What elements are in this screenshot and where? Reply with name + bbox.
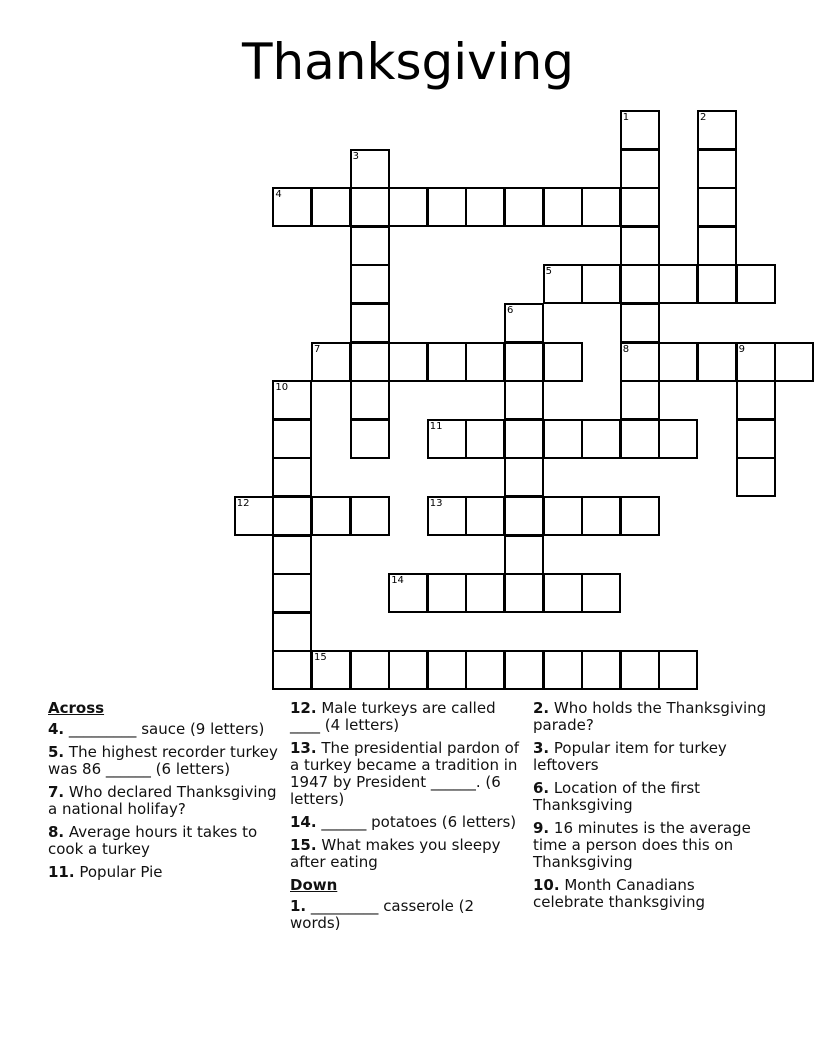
grid-cell[interactable] <box>504 650 544 690</box>
grid-cell[interactable] <box>350 380 390 420</box>
clue-number-13: 13 <box>429 498 443 509</box>
grid-cell[interactable] <box>620 496 660 536</box>
clue-number-7: 7 <box>314 343 321 355</box>
grid-cell[interactable] <box>504 457 544 497</box>
grid-cell[interactable] <box>658 264 698 304</box>
clue-across-15: 15. What makes you sleepy after eating <box>290 836 501 871</box>
grid-cell[interactable] <box>658 342 698 382</box>
grid-cell[interactable] <box>658 419 698 459</box>
grid-cell[interactable] <box>272 535 312 575</box>
clue-column-2 <box>290 700 525 938</box>
grid-cell[interactable] <box>736 380 776 420</box>
grid-cell[interactable] <box>350 187 390 227</box>
grid-cell[interactable] <box>427 342 467 382</box>
grid-cell[interactable] <box>465 187 505 227</box>
grid-cell[interactable] <box>620 264 660 304</box>
clue-column-1 <box>48 700 283 887</box>
clue-down-6: 6. Location of the first Thanksgiving <box>533 779 701 814</box>
clue-across-5: 5. The highest recorder turkey was 86 ______ (6 letters) <box>48 743 278 778</box>
grid-cell[interactable] <box>465 342 505 382</box>
grid-cell[interactable] <box>774 342 814 382</box>
clue-down-3: 3. Popular item for turkey leftovers <box>533 739 727 774</box>
clue-column-3 <box>533 700 768 917</box>
grid-cell[interactable] <box>581 650 621 690</box>
grid-cell[interactable] <box>620 303 660 343</box>
down-header: Down <box>290 876 338 894</box>
grid-cell[interactable] <box>504 496 544 536</box>
grid-cell[interactable] <box>736 419 776 459</box>
grid-cell[interactable] <box>272 457 312 497</box>
grid-cell[interactable] <box>427 650 467 690</box>
grid-cell[interactable] <box>736 264 776 304</box>
grid-cell[interactable] <box>504 535 544 575</box>
grid-cell[interactable] <box>620 419 660 459</box>
clue-down-10: 10. Month Canadians celebrate thanksgiving <box>533 876 705 911</box>
clue-number-12: 12 <box>236 498 250 509</box>
grid-cell[interactable] <box>272 419 312 459</box>
clue-number-1: 1 <box>622 112 630 123</box>
clue-across-14: 14. ______ potatoes (6 letters) <box>290 813 517 831</box>
grid-cell[interactable] <box>350 496 390 536</box>
grid-cell[interactable] <box>350 650 390 690</box>
grid-cell[interactable] <box>620 650 660 690</box>
grid-cell[interactable] <box>465 496 505 536</box>
grid-cell[interactable] <box>581 573 621 613</box>
grid-cell[interactable] <box>350 264 390 304</box>
clue-across-7: 7. Who declared Thanksgiving a national holifay? <box>48 783 277 818</box>
grid-cell[interactable] <box>350 226 390 266</box>
grid-cell[interactable] <box>311 496 351 536</box>
clue-number-9: 9 <box>738 343 745 355</box>
grid-cell[interactable] <box>504 419 544 459</box>
grid-cell[interactable] <box>620 380 660 420</box>
clue-number-5: 5 <box>545 266 552 278</box>
grid-cell[interactable] <box>581 419 621 459</box>
grid-cell[interactable] <box>620 187 660 227</box>
clue-number-4: 4 <box>275 189 282 201</box>
clue-number-8: 8 <box>622 343 630 355</box>
clue-across-11: 11. Popular Pie <box>48 863 163 881</box>
grid-cell[interactable] <box>543 187 583 227</box>
grid-cell[interactable] <box>697 187 737 227</box>
clue-down-2: 2. Who holds the Thanksgiving parade? <box>533 699 767 734</box>
grid-cell[interactable] <box>272 573 312 613</box>
grid-cell[interactable] <box>581 264 621 304</box>
clue-number-10: 10 <box>275 382 289 394</box>
grid-cell[interactable] <box>581 496 621 536</box>
clue-across-4: 4. _________ sauce (9 letters) <box>48 720 265 738</box>
grid-cell[interactable] <box>697 342 737 382</box>
grid-cell[interactable] <box>272 650 312 690</box>
grid-cell[interactable] <box>697 149 737 189</box>
grid-cell[interactable] <box>350 303 390 343</box>
grid-cell[interactable] <box>427 573 467 613</box>
clue-number-6: 6 <box>507 305 514 316</box>
grid-cell[interactable] <box>620 226 660 266</box>
page-title: Thanksgiving <box>241 33 575 91</box>
grid-cell[interactable] <box>272 496 312 536</box>
grid-cell[interactable] <box>736 457 776 497</box>
grid-cell[interactable] <box>350 342 390 382</box>
grid-cell[interactable] <box>388 342 428 382</box>
clue-across-8: 8. Average hours it takes to cook a turkey <box>48 823 258 858</box>
clue-number-11: 11 <box>429 420 443 432</box>
grid-cell[interactable] <box>465 650 505 690</box>
clue-number-15: 15 <box>314 652 327 664</box>
grid-cell[interactable] <box>311 187 351 227</box>
grid-cell[interactable] <box>543 342 583 382</box>
clue-across-13: 13. The presidential pardon of a turkey became a tradition in 1947 by President ______. (6 letters) <box>290 739 520 808</box>
grid-cell[interactable] <box>543 573 583 613</box>
clue-down-1: 1. _________ casserole (2 words) <box>290 897 475 932</box>
clue-number-2: 2 <box>700 112 707 123</box>
grid-cell[interactable] <box>658 650 698 690</box>
clue-across-12: 12. Male turkeys are called ____ (4 letters) <box>290 699 496 734</box>
clue-number-14: 14 <box>391 575 404 587</box>
grid-cell[interactable] <box>504 187 544 227</box>
across-header: Across <box>48 699 105 717</box>
grid-cell[interactable] <box>427 187 467 227</box>
grid-cell[interactable] <box>543 419 583 459</box>
grid-cell[interactable] <box>272 612 312 652</box>
grid-cell[interactable] <box>388 650 428 690</box>
grid-cell[interactable] <box>350 419 390 459</box>
clue-number-3: 3 <box>352 150 359 162</box>
grid-cell[interactable] <box>620 149 660 189</box>
grid-cell[interactable] <box>504 342 544 382</box>
grid-cell[interactable] <box>465 419 505 459</box>
grid-cell[interactable] <box>504 573 544 613</box>
grid-cell[interactable] <box>504 380 544 420</box>
grid-cell[interactable] <box>697 264 737 304</box>
grid-cell[interactable] <box>465 573 505 613</box>
grid-cell[interactable] <box>543 650 583 690</box>
grid-cell[interactable] <box>697 226 737 266</box>
grid-cell[interactable] <box>388 187 428 227</box>
grid-cell[interactable] <box>581 187 621 227</box>
grid-cell[interactable] <box>543 496 583 536</box>
clue-down-9: 9. 16 minutes is the average time a person does this on Thanksgiving <box>533 819 751 871</box>
